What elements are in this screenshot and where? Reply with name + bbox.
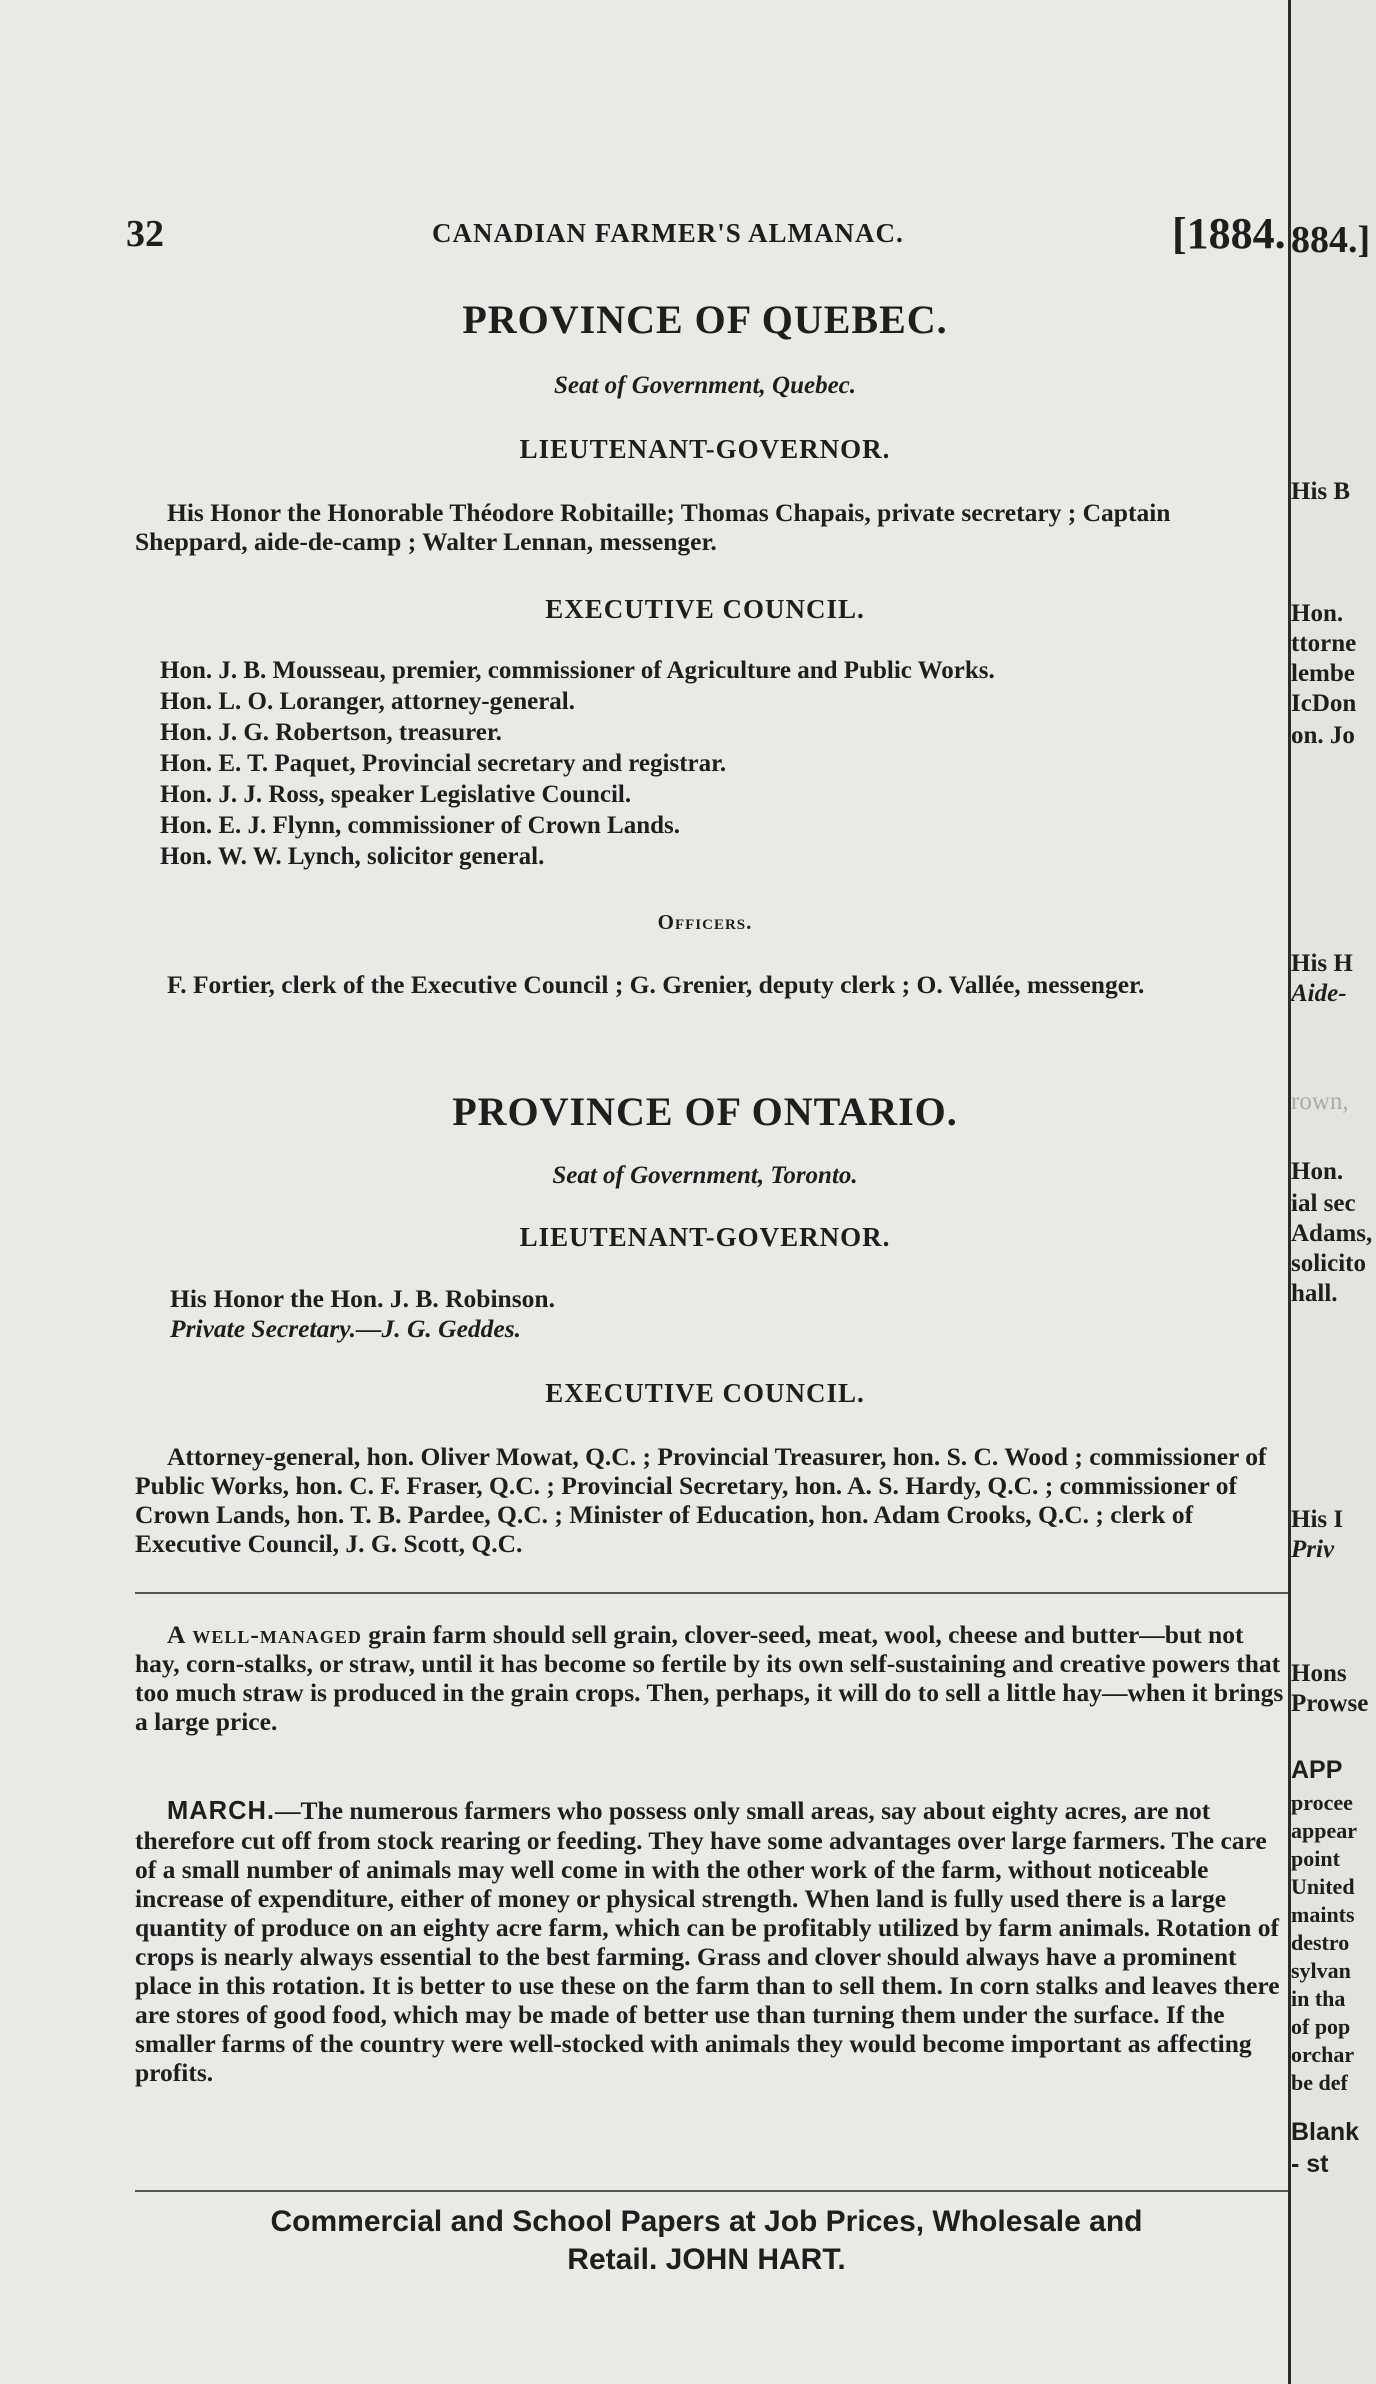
march-note	[135, 1796, 1285, 2087]
adjacent-fragment: ial sec	[1291, 1190, 1356, 1217]
ontario-council-heading: EXECUTIVE COUNCIL.	[545, 1378, 865, 1408]
adjacent-fragment: on. Jo	[1291, 722, 1355, 749]
ontario-private-secretary: Private Secretary.—J. G. Geddes.	[170, 1314, 522, 1343]
grain-farm-note	[135, 1620, 1285, 1736]
adjacent-fragment: of pop	[1291, 2014, 1351, 2039]
adjacent-fragment: destro	[1291, 1930, 1350, 1955]
adjacent-fragment: appear	[1291, 1818, 1357, 1843]
council-member: Hon. J. B. Mousseau, premier, commissioner of Agriculture and Public Works.	[160, 657, 995, 684]
ontario-seat: Seat of Government, Toronto.	[552, 1162, 858, 1189]
adjacent-page-edge	[1288, 0, 1376, 2384]
page-number: 32	[126, 213, 164, 255]
march-note-lead: MARCH.	[167, 1797, 275, 1825]
adjacent-fragment: Priv	[1291, 1536, 1335, 1563]
adjacent-fragment: procee	[1291, 1790, 1353, 1815]
running-title: CANADIAN FARMER'S ALMANAC.	[432, 218, 904, 248]
adjacent-fragment: APP	[1291, 1756, 1343, 1784]
march-note-text: —The numerous farmers who possess only small areas, say about eighty acres, are not therefore cut off from stock rearing or feeding. They have some advantages over large farmers. The care of a small number of animals may well come in with the other work of the farm, without noticeable increase of expenditure, either of money or physical strength. When land is fully used there is a large quantity of produce on an eighty acre farm, which can be profitably utilized by farm animals. Rotation of crops is nearly always essential to the best farming. Grass and clover should always have a prominent place in this rotation. It is better to use these on the farm than to sell them. In corn stalks and leaves there are stores of good food, which may be made of better use than turning them under the surface. If the smaller farms of the country were well-stocked with animals they would become important as affecting profits.	[135, 1796, 1280, 2087]
ontario-title: PROVINCE OF ONTARIO.	[452, 1089, 958, 1134]
adjacent-fragment: Aide-	[1291, 980, 1347, 1007]
quebec-title: PROVINCE OF QUEBEC.	[462, 297, 948, 342]
council-member: Hon. E. J. Flynn, commissioner of Crown Lands.	[160, 812, 680, 839]
page-year: [1884.	[1172, 209, 1286, 258]
adjacent-fragment: hall.	[1291, 1280, 1338, 1307]
adjacent-fragment: Adams,	[1291, 1220, 1373, 1247]
adjacent-fragment: maints	[1291, 1902, 1355, 1927]
grain-note-text: grain farm should sell grain, clover-seed, meat, wool, cheese and butter—but not hay, corn-stalks, or straw, until it has become so fertile by its own self-sustaining and creative powers that too much straw is produced in the grain crops. Then, perhaps, it will do to sell a little hay—when it brings a large price.	[135, 1620, 1284, 1736]
adjacent-fragment: United	[1291, 1874, 1355, 1899]
adjacent-fragment: His B	[1291, 478, 1351, 505]
adjacent-fragment: be def	[1291, 2070, 1348, 2095]
adjacent-fragment: 884.]	[1291, 219, 1371, 261]
adjacent-fragment: rown,	[1291, 1088, 1349, 1115]
council-member: Hon. E. T. Paquet, Provincial secretary and registrar.	[160, 750, 727, 777]
adjacent-fragment: Hon.	[1291, 600, 1344, 627]
advert-line-1: Commercial and School Papers at Job Prices, Wholesale and	[270, 2205, 1143, 2238]
adjacent-fragment: in tha	[1291, 1986, 1346, 2011]
advertisement	[125, 2203, 1288, 2279]
adjacent-fragment: Hon.	[1291, 1158, 1344, 1185]
council-member: Hon. W. W. Lynch, solicitor general.	[160, 843, 545, 870]
adjacent-fragment: His H	[1291, 950, 1353, 977]
running-header	[122, 209, 1288, 262]
section-divider	[135, 1592, 1288, 1594]
adjacent-fragment: point	[1291, 1846, 1340, 1871]
adjacent-fragment: solicito	[1291, 1250, 1366, 1277]
adjacent-fragment: Blank	[1291, 2118, 1360, 2146]
council-member: Hon. J. J. Ross, speaker Legislative Council.	[160, 781, 632, 808]
council-member: Hon. L. O. Loranger, attorney-general.	[160, 688, 576, 715]
adjacent-fragment: lembe	[1291, 660, 1355, 687]
quebec-officers-text: F. Fortier, clerk of the Executive Council ; G. Grenier, deputy clerk ; O. Vallée, messenger.	[167, 970, 1145, 999]
adjacent-fragment: orchar	[1291, 2042, 1355, 2067]
quebec-council-list	[160, 655, 1280, 872]
adjacent-fragment: His I	[1291, 1506, 1344, 1533]
quebec-council-heading: EXECUTIVE COUNCIL.	[545, 594, 865, 624]
ontario-lg-heading: LIEUTENANT-GOVERNOR.	[519, 1222, 891, 1252]
ontario-council-text: Attorney-general, hon. Oliver Mowat, Q.C. ; Provincial Treasurer, hon. S. C. Wood ; commissioner of Public Works, hon. C. F. Fraser, Q.C. ; Provincial Secretary, hon. A. S. Hardy, Q.C. ; commissioner of Crown Lands, hon. T. B. Pardee, Q.C. ; Minister of Education, hon. Adam Crooks, Q.C. ; clerk of Executive Council, J. G. Scott, Q.C.	[135, 1442, 1267, 1558]
ontario-lg-line: His Honor the Hon. J. B. Robinson.	[170, 1284, 555, 1313]
adjacent-fragment: Prowse	[1291, 1690, 1369, 1717]
grain-note-lead: A well-managed	[167, 1620, 362, 1649]
adjacent-fragment: IcDon	[1291, 690, 1357, 717]
quebec-seat: Seat of Government, Quebec.	[553, 372, 857, 399]
quebec-lg-text: His Honor the Honorable Théodore Robitaille; Thomas Chapais, private secretary ; Captain Sheppard, aide-de-camp ; Walter Lennan, messenger.	[135, 498, 1171, 556]
adjacent-fragment: ttorne	[1291, 630, 1357, 657]
adjacent-fragment: - st	[1291, 2150, 1329, 2178]
advert-line-2: Retail. JOHN HART.	[567, 2243, 846, 2276]
advert-divider	[135, 2190, 1288, 2192]
council-member: Hon. J. G. Robertson, treasurer.	[160, 719, 502, 746]
adjacent-fragment: Hons	[1291, 1660, 1347, 1687]
adjacent-fragment: sylvan	[1291, 1958, 1351, 1983]
quebec-lg-heading: LIEUTENANT-GOVERNOR.	[519, 434, 891, 464]
quebec-officers-heading: Officers.	[657, 910, 753, 934]
